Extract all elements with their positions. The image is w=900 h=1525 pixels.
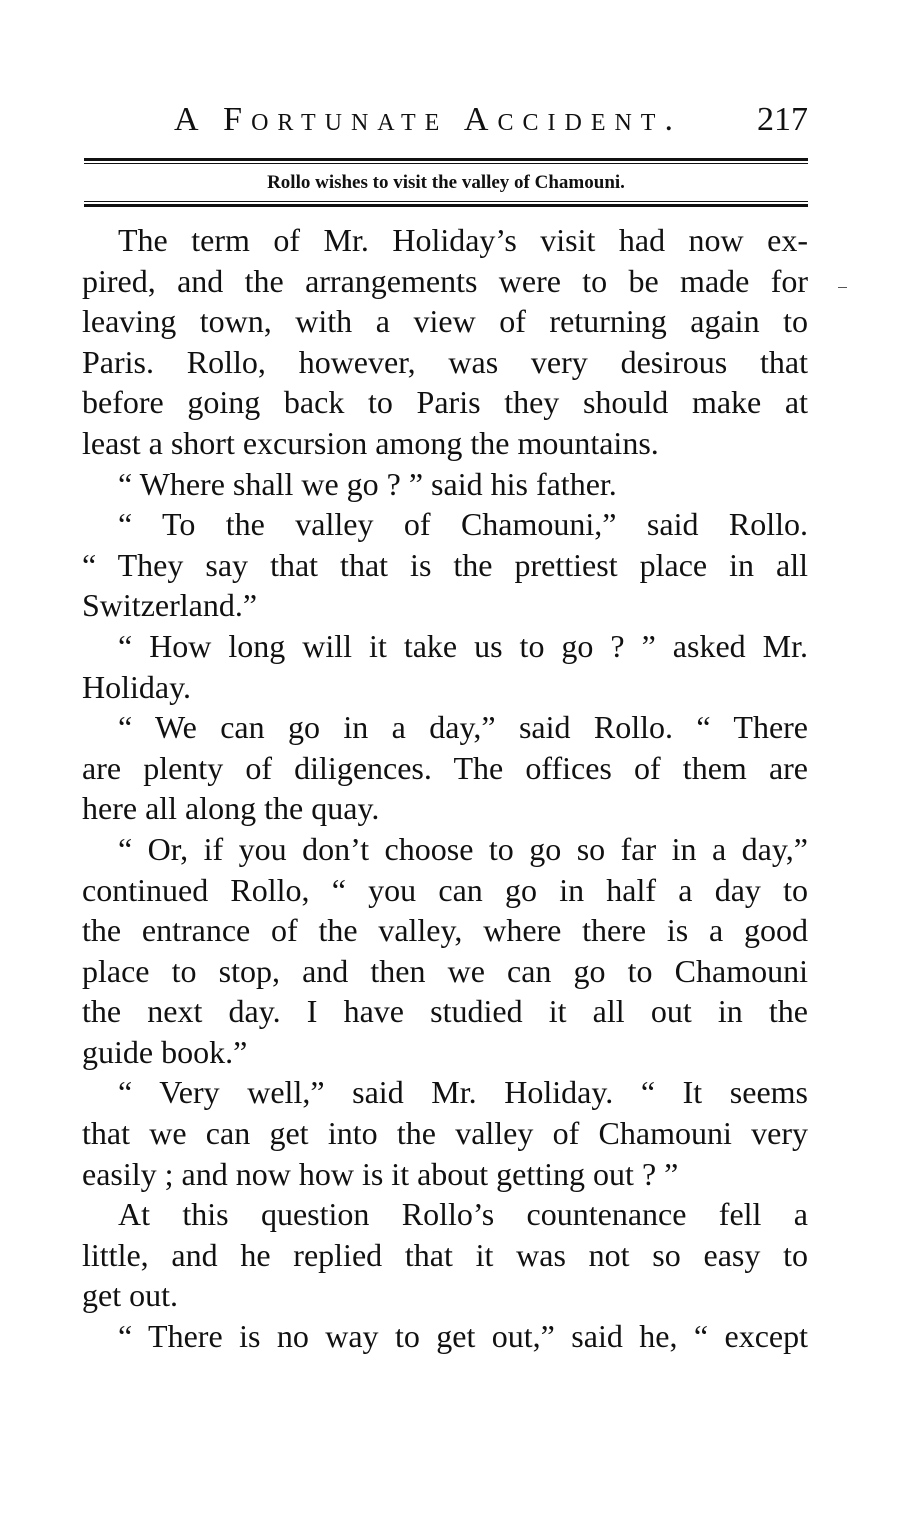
top-rule bbox=[84, 158, 808, 161]
text-line: easily ; and now how is it about getting out ? ” bbox=[82, 1155, 679, 1192]
text-line: Holiday. bbox=[82, 668, 192, 705]
text-line: “ Where shall we go ? ” said his father. bbox=[118, 465, 617, 502]
text-line: “ To the valley of Chamouni,” said Rollo. bbox=[118, 506, 808, 543]
text-line: leaving town, with a view of returning again to bbox=[82, 303, 808, 340]
text-line: The term of Mr. Holiday’s visit had now ex- bbox=[118, 222, 808, 258]
text-line: guide book.” bbox=[82, 1033, 248, 1070]
text-line: before going back to Paris they should make at bbox=[82, 384, 808, 421]
body-text bbox=[82, 220, 808, 1357]
top-rule-thin bbox=[84, 163, 808, 164]
running-title: A Fortunate Accident. bbox=[174, 101, 682, 138]
text-line: continued Rollo, “ you can go in half a day to bbox=[82, 871, 808, 908]
text-line: “ There is no way to get out,” said he, “ except bbox=[118, 1318, 808, 1355]
page-subheading: Rollo wishes to visit the valley of Chamouni. bbox=[267, 172, 625, 193]
text-line: “ Or, if you don’t choose to go so far in a day,” bbox=[118, 830, 808, 867]
text-line: get out. bbox=[82, 1277, 178, 1314]
text-line: “ Very well,” said Mr. Holiday. “ It seems bbox=[118, 1074, 808, 1111]
bottom-rule bbox=[84, 204, 808, 207]
text-line: At this question Rollo’s countenance fell a bbox=[118, 1196, 808, 1233]
page-number: 217 bbox=[757, 101, 808, 138]
margin-mark bbox=[838, 287, 847, 288]
text-line: little, and he replied that it was not so easy to bbox=[82, 1236, 808, 1273]
text-line: “ They say that that is the prettiest place in all bbox=[82, 546, 808, 583]
text-line: are plenty of diligences. The offices of them are bbox=[82, 749, 808, 786]
text-line: Paris. Rollo, however, was very desirous that bbox=[82, 343, 808, 380]
bottom-rule-thin bbox=[84, 201, 808, 202]
text-line: Switzerland.” bbox=[82, 587, 258, 624]
running-head bbox=[84, 98, 808, 142]
text-line: here all along the quay. bbox=[82, 790, 380, 827]
text-line: the next day. I have studied it all out in the bbox=[82, 993, 808, 1030]
text-line: least a short excursion among the mountains. bbox=[82, 424, 659, 461]
text-line: “ We can go in a day,” said Rollo. “ There bbox=[118, 709, 808, 746]
text-line: “ How long will it take us to go ? ” asked Mr. bbox=[118, 627, 808, 664]
text-line: place to stop, and then we can go to Chamouni bbox=[82, 952, 808, 989]
text-line: pired, and the arrangements were to be made for bbox=[82, 262, 808, 299]
text-line: that we can get into the valley of Chamouni very bbox=[82, 1115, 808, 1152]
text-line: the entrance of the valley, where there is a good bbox=[82, 912, 808, 949]
